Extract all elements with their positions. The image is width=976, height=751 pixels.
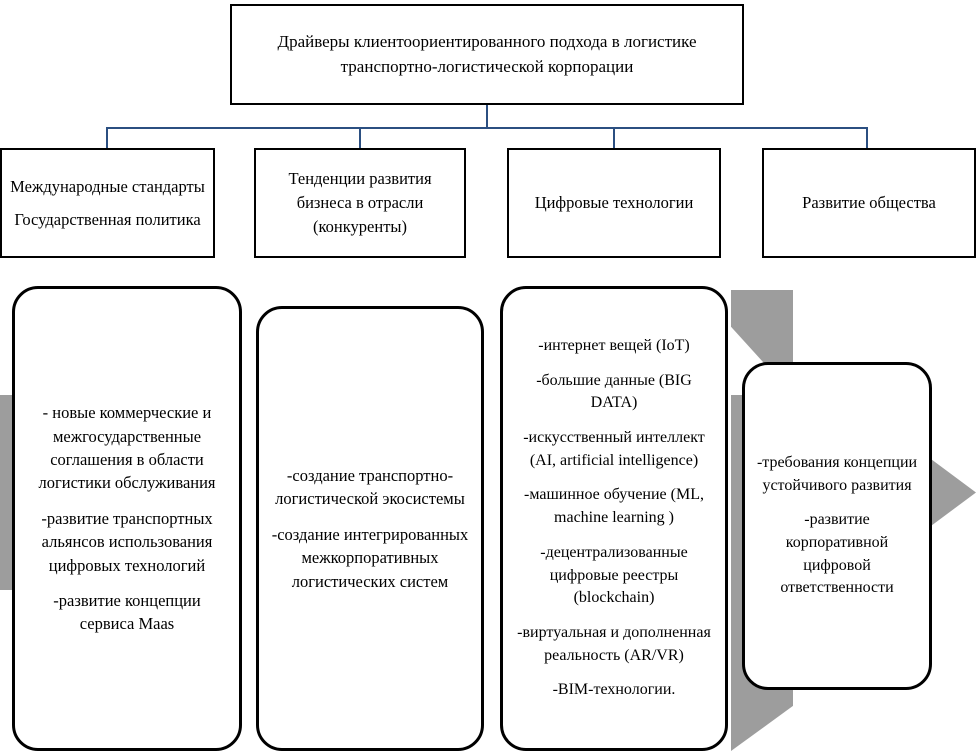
detail-text-2 bbox=[503, 329, 725, 708]
detail-box-society-development bbox=[742, 362, 932, 690]
category-text-1 bbox=[256, 167, 464, 239]
detail-item: -создание транспортно-логистической экосистемы bbox=[275, 465, 465, 509]
category-text-3 bbox=[794, 191, 944, 215]
category-line: Цифровые технологии bbox=[534, 193, 694, 213]
decor-bar-left bbox=[0, 395, 12, 590]
detail-text-0 bbox=[15, 395, 239, 642]
diagram-title-text: Драйверы клиентоориентированного подхода в логистике транспортно-логистической корпорации bbox=[277, 31, 697, 76]
detail-item: -большие данные (BIG DATA) bbox=[536, 371, 692, 412]
connector-drop-1 bbox=[359, 127, 361, 149]
detail-item: -развитие концепции сервиса Maas bbox=[53, 591, 201, 634]
detail-item: - новые коммерческие и межгосударственные соглашения в области логистики обслуживания bbox=[38, 403, 216, 493]
detail-item: -развитие транспортных альянсов использования цифровых технологий bbox=[41, 508, 213, 575]
detail-item: -развитие корпоративной цифровой ответственности bbox=[780, 511, 894, 597]
detail-item: -децентрализованные цифровые реестры (blockchain) bbox=[540, 543, 688, 607]
category-box-society-development bbox=[762, 148, 976, 258]
detail-item: -виртуальная и дополненная реальность (AR/VR) bbox=[517, 624, 711, 664]
connector-drop-0 bbox=[106, 127, 108, 149]
detail-item: -искусственный интеллект (AI, artificial intelligence) bbox=[523, 428, 705, 469]
category-box-international-standards bbox=[0, 148, 215, 258]
category-text-0 bbox=[2, 175, 213, 232]
category-box-business-trends bbox=[254, 148, 466, 258]
detail-box-digital-technologies bbox=[500, 286, 728, 751]
detail-box-business-trends bbox=[256, 306, 484, 751]
detail-item: -машинное обучение (ML, machine learning ) bbox=[524, 486, 704, 527]
detail-item: -BIM-технологии. bbox=[552, 681, 676, 699]
detail-item: -требования концепции устойчивого развития bbox=[756, 453, 918, 494]
detail-box-international-standards bbox=[12, 286, 242, 751]
detail-text-3 bbox=[745, 446, 929, 606]
category-line: Тенденции развития бизнеса в отрасли (конкуренты) bbox=[288, 169, 432, 236]
category-text-2 bbox=[527, 191, 702, 215]
connector-drop-2 bbox=[613, 127, 615, 149]
category-line: Международные стандарты bbox=[10, 176, 205, 196]
category-box-digital-technologies bbox=[507, 148, 721, 258]
connector-stem bbox=[486, 105, 488, 128]
detail-item: -создание интегрированных межкорпоративных логистических систем bbox=[271, 524, 469, 591]
connector-drop-3 bbox=[866, 127, 868, 149]
category-line: Государственная политика bbox=[14, 209, 201, 229]
connector-bus bbox=[106, 127, 868, 129]
detail-item: -интернет вещей (IoT) bbox=[538, 336, 690, 354]
detail-text-1 bbox=[259, 458, 481, 599]
diagram-title-box bbox=[230, 4, 744, 105]
category-line: Развитие общества bbox=[802, 193, 936, 213]
